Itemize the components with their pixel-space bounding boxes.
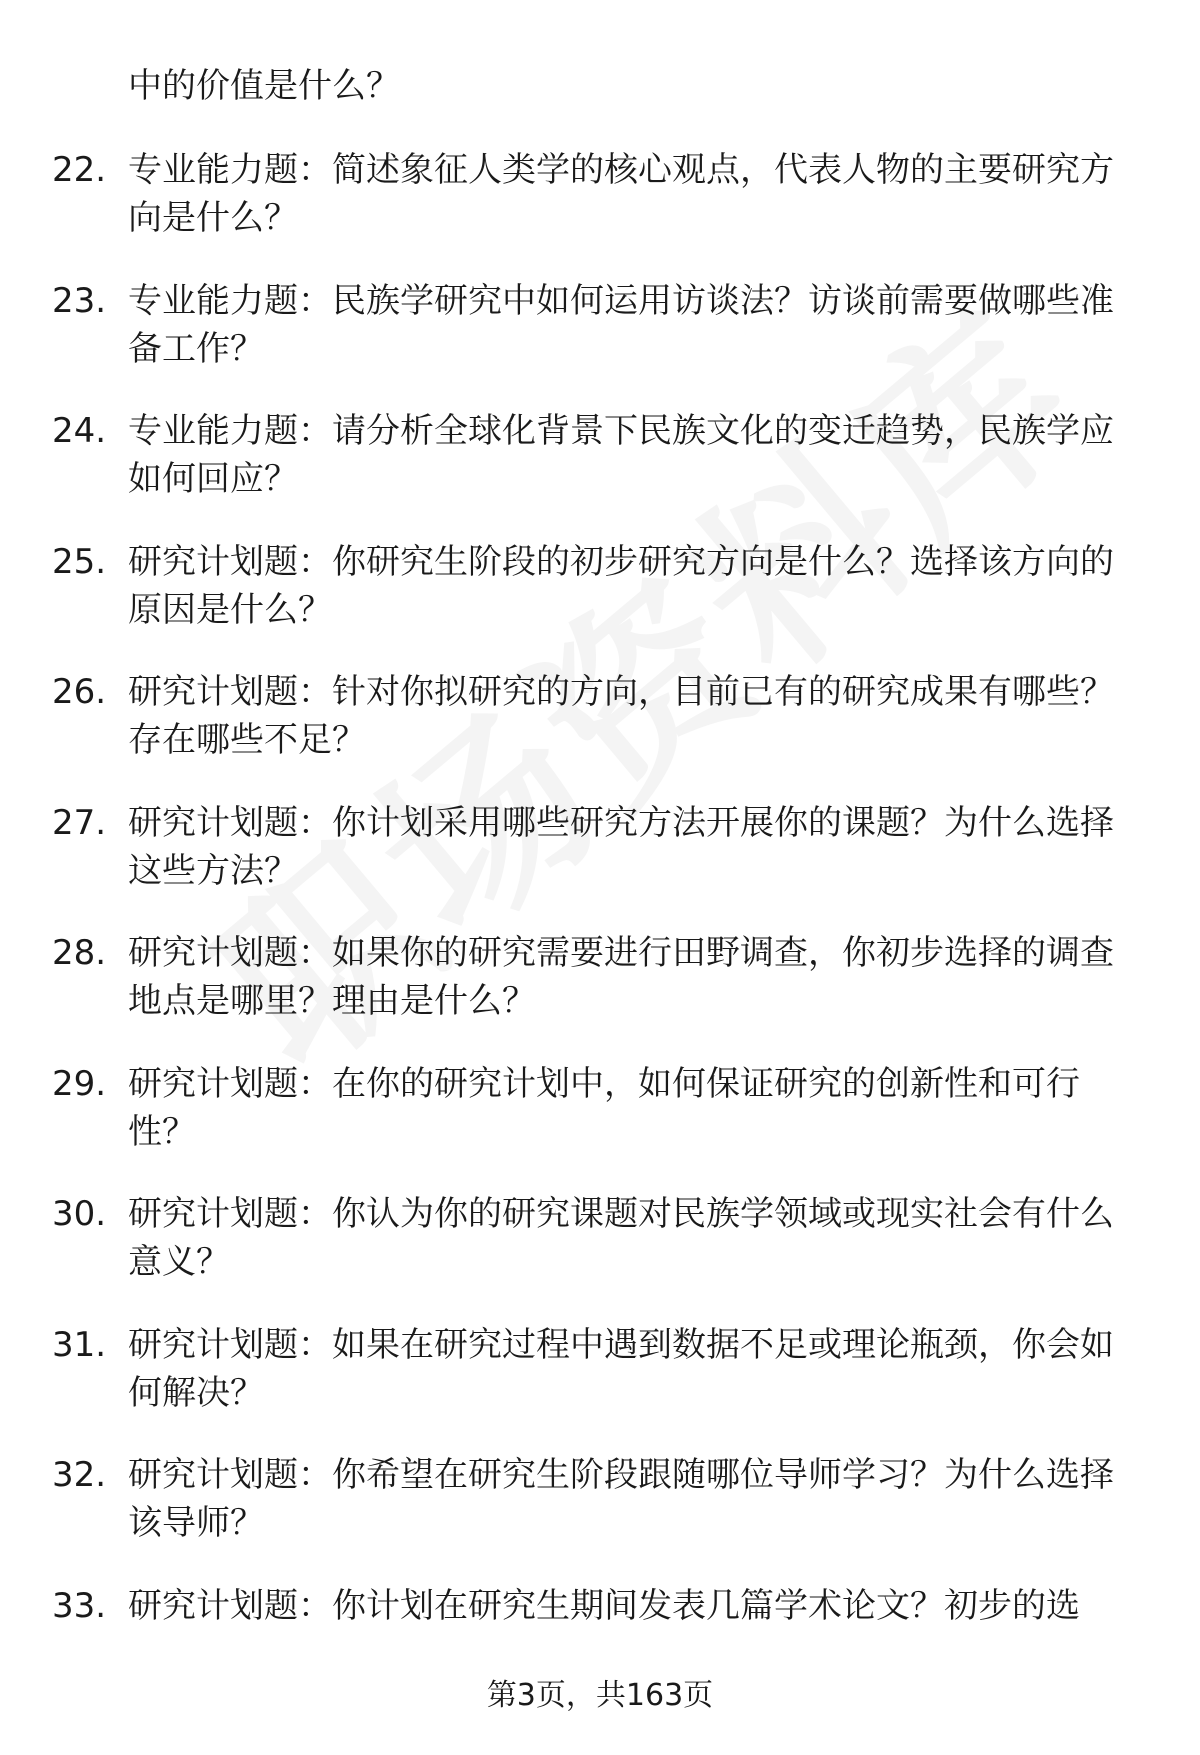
question-item — [0, 668, 1200, 799]
question-text: 专业能力题：请分析全球化背景下民族文化的变迁趋势，民族学应如何回应？ — [128, 411, 1114, 499]
question-item — [0, 799, 1200, 930]
question-number: 31. — [52, 1324, 107, 1365]
question-text: 专业能力题：民族学研究中如何运用访谈法？访谈前需要做哪些准备工作？ — [128, 280, 1114, 369]
question-number: 33. — [52, 1585, 107, 1626]
question-item — [0, 1321, 1200, 1452]
question-text: 研究计划题：针对你拟研究的方向，目前已有的研究成果有哪些？存在哪些不足？ — [128, 672, 1114, 760]
question-item — [0, 538, 1200, 669]
question-text: 研究计划题：你希望在研究生阶段跟随哪位导师学习？为什么选择该导师？ — [128, 1455, 1114, 1543]
question-number: 28. — [52, 933, 107, 973]
question-number: 25. — [52, 541, 107, 582]
question-text: 专业能力题：简述象征人类学的核心观点，代表人物的主要研究方向是什么？ — [128, 150, 1114, 238]
question-item — [0, 1451, 1200, 1582]
question-item — [0, 929, 1200, 1060]
question-text: 研究计划题：如果你的研究需要进行田野调查，你初步选择的调查地点是哪里？理由是什么？ — [128, 933, 1114, 1021]
continued-question-text: 中的价值是什么？ — [128, 66, 400, 106]
question-number: 32. — [52, 1455, 107, 1495]
question-number: 27. — [52, 802, 107, 843]
question-item — [0, 1190, 1200, 1321]
question-number: 24. — [52, 411, 107, 451]
question-text: 研究计划题：你认为你的研究课题对民族学领域或现实社会有什么意义？ — [128, 1194, 1114, 1282]
page-footer: 第3页，共163页 — [486, 1678, 714, 1713]
question-number: 22. — [52, 150, 107, 190]
question-list — [0, 146, 1200, 1712]
question-number: 26. — [52, 672, 107, 712]
question-item — [0, 407, 1200, 538]
question-item — [0, 146, 1200, 277]
question-number: 23. — [52, 280, 107, 321]
question-number: 29. — [52, 1063, 107, 1104]
question-text: 研究计划题：在你的研究计划中，如何保证研究的创新性和可行性？ — [128, 1063, 1080, 1152]
question-text: 研究计划题：如果在研究过程中遇到数据不足或理论瓶颈，你会如何解决？ — [128, 1324, 1114, 1413]
question-item — [0, 277, 1200, 408]
question-text: 研究计划题：你计划采用哪些研究方法开展你的课题？为什么选择这些方法？ — [128, 802, 1114, 891]
question-text: 研究计划题：你研究生阶段的初步研究方向是什么？选择该方向的原因是什么？ — [128, 541, 1114, 630]
question-item — [0, 1060, 1200, 1191]
question-text: 研究计划题：你计划在研究生期间发表几篇学术论文？初步的选 — [128, 1585, 1080, 1626]
question-number: 30. — [52, 1194, 107, 1234]
